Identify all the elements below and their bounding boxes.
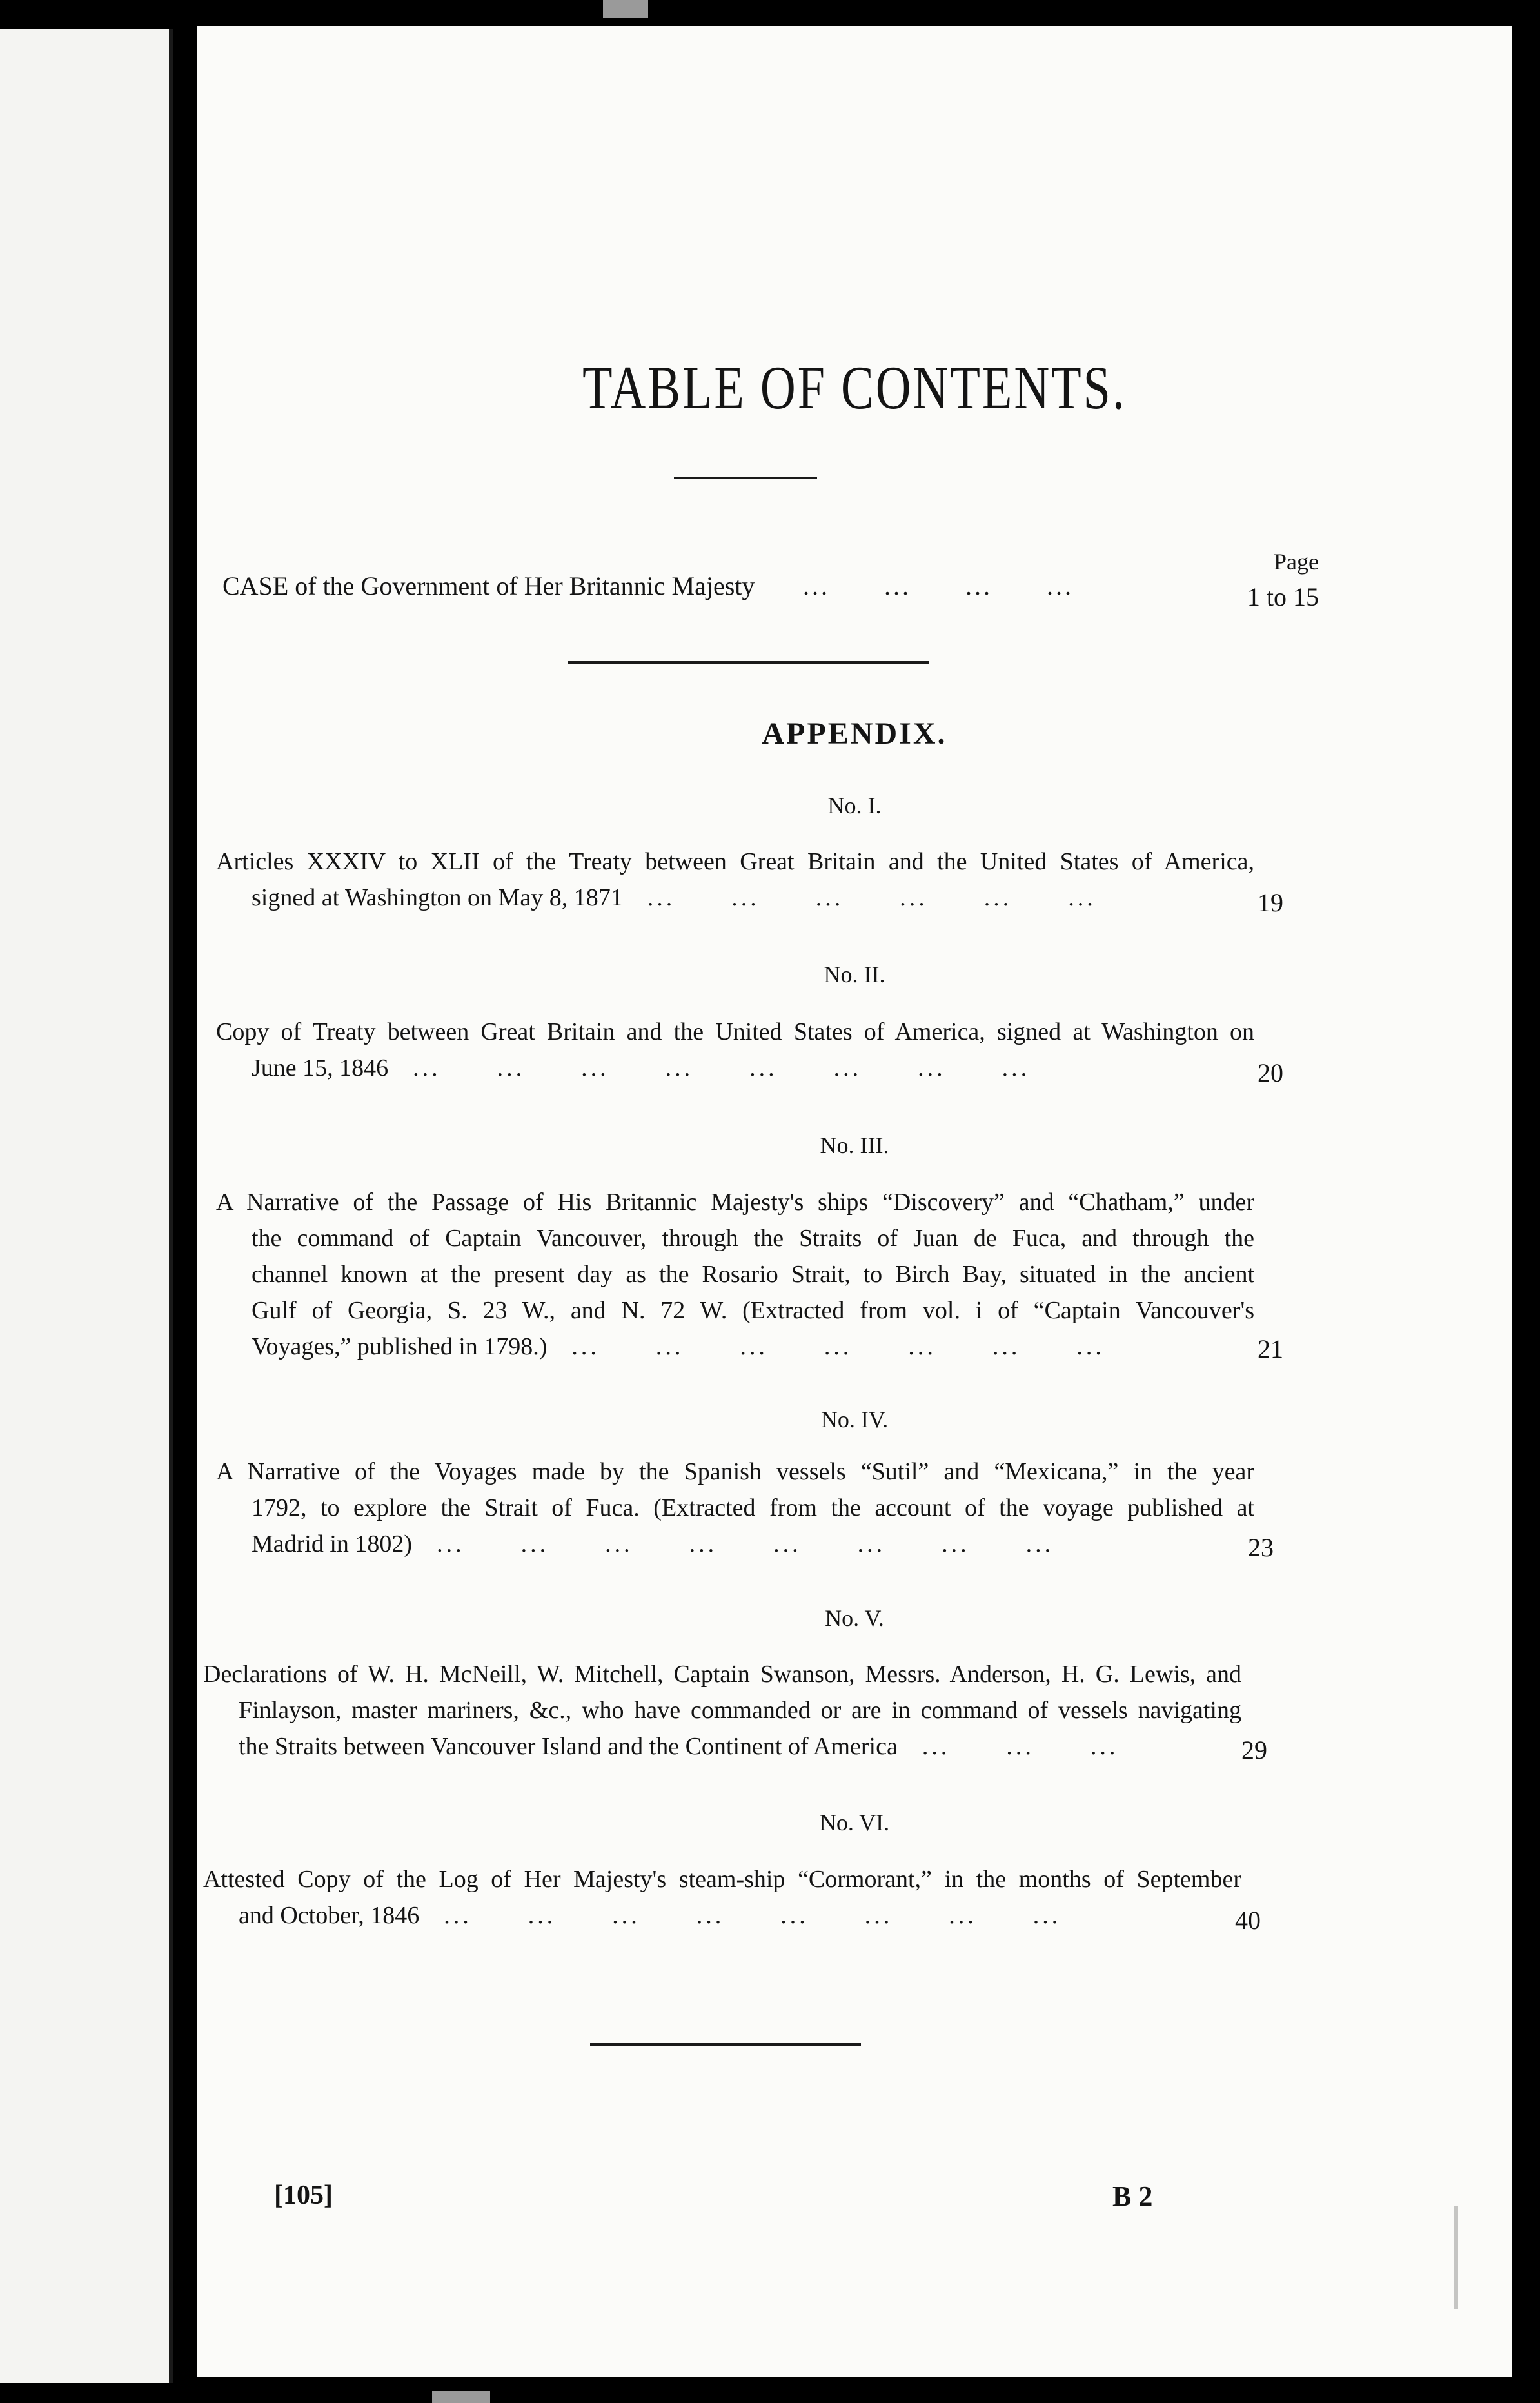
entry-line: 1792, to explore the Strait of Fuca. (Extracted from the account of the voyage published at — [252, 1494, 1254, 1521]
entry-line-text: Madrid in 1802) — [252, 1530, 413, 1558]
page-column-header: Page — [1274, 549, 1319, 575]
entry-number: No. III. — [820, 1132, 889, 1158]
adjacent-page-edge — [0, 29, 173, 2383]
footer-signature-left: [105] — [274, 2180, 333, 2210]
entry-line-text: Voyages,” published in 1798.) — [252, 1333, 548, 1360]
dot-leader: ... ... ... ... ... ... ... ... — [437, 1530, 1054, 1558]
title-rule — [674, 477, 817, 479]
case-entry-leader: ... ... ... ... — [803, 571, 1074, 600]
case-entry-pages: 1 to 15 — [1247, 582, 1319, 611]
entry-page-number: 29 — [1241, 1736, 1267, 1765]
entry-line — [216, 1050, 1254, 1086]
entry-line: A Narrative of the Voyages made by the Spanish vessels “Sutil” and “Mexicana,” in the year — [216, 1458, 1254, 1485]
entry-page-number: 23 — [1248, 1533, 1274, 1562]
dot-leader: ... ... ... ... ... ... ... ... — [413, 1054, 1031, 1082]
page-title: TABLE OF CONTENTS. — [582, 354, 1127, 422]
entry-number: No. I. — [827, 793, 882, 818]
entry-line: Attested Copy of the Log of Her Majesty's steam-ship “Cormorant,” in the months of September — [203, 1866, 1241, 1893]
entry-line: Gulf of Georgia, S. 23 W., and N. 72 W. (Extracted from vol. i of “Captain Vancouver's — [252, 1297, 1254, 1324]
footer-signature-right: B 2 — [1112, 2180, 1153, 2212]
dot-leader: ... ... ... ... ... ... ... ... — [444, 1902, 1061, 1929]
toc-entry — [216, 844, 1254, 916]
scan-mark — [603, 0, 648, 18]
document-page — [197, 26, 1512, 2377]
entry-line: Finlayson, master mariners, &c., who have commanded or are in command of vessels navigating — [239, 1697, 1241, 1724]
entry-line — [203, 1728, 1241, 1765]
entry-line: the command of Captain Vancouver, through the Straits of Juan de Fuca, and through the — [252, 1225, 1254, 1252]
section-rule — [568, 661, 929, 664]
entry-line — [216, 1329, 1254, 1365]
entry-page-number: 19 — [1258, 888, 1283, 917]
entry-line: Declarations of W. H. McNeill, W. Mitchell, Captain Swanson, Messrs. Anderson, H. G. Lewis, and — [203, 1661, 1241, 1688]
entry-page-number: 21 — [1258, 1334, 1283, 1363]
entry-line-text: and October, 1846 — [239, 1902, 420, 1929]
toc-entry — [203, 1861, 1241, 1933]
dot-leader: ... ... ... ... ... ... ... — [571, 1333, 1105, 1360]
entry-number: No. IV. — [820, 1407, 889, 1432]
scan-mark — [1454, 2206, 1458, 2309]
entry-line: Copy of Treaty between Great Britain and the United States of America, signed at Washington on — [216, 1018, 1254, 1045]
end-rule — [590, 2043, 861, 2046]
case-entry-text: CASE of the Government of Her Britannic Majesty — [222, 571, 755, 600]
entry-number: No. V. — [825, 1605, 884, 1631]
entry-line: channel known at the present day as the Rosario Strait, to Birch Bay, situated in the ancient — [252, 1261, 1254, 1288]
entry-number: No. II. — [824, 962, 885, 987]
entry-line — [216, 1526, 1254, 1562]
entry-line: Articles XXXIV to XLII of the Treaty between Great Britain and the United States of America, — [216, 848, 1254, 875]
dot-leader: ... ... ... — [922, 1733, 1119, 1760]
entry-line — [216, 880, 1254, 916]
entry-line-text: the Straits between Vancouver Island and the Continent of America — [239, 1733, 898, 1760]
dot-leader: ... ... ... ... ... ... — [647, 884, 1096, 911]
entry-page-number: 20 — [1258, 1058, 1283, 1087]
toc-entry — [216, 1454, 1254, 1562]
entry-line: A Narrative of the Passage of His Britannic Majesty's ships “Discovery” and “Chatham,” under — [216, 1189, 1254, 1216]
entry-line-text: June 15, 1846 — [252, 1054, 389, 1082]
entry-line-text: signed at Washington on May 8, 1871 — [252, 884, 623, 911]
appendix-heading: APPENDIX. — [762, 717, 947, 751]
entry-page-number: 40 — [1235, 1906, 1261, 1935]
entry-number: No. VI. — [819, 1810, 890, 1835]
toc-entry — [203, 1656, 1241, 1765]
entry-line — [203, 1897, 1241, 1933]
toc-entry — [216, 1014, 1254, 1086]
scan-mark — [432, 2391, 490, 2403]
toc-entry — [216, 1184, 1254, 1365]
